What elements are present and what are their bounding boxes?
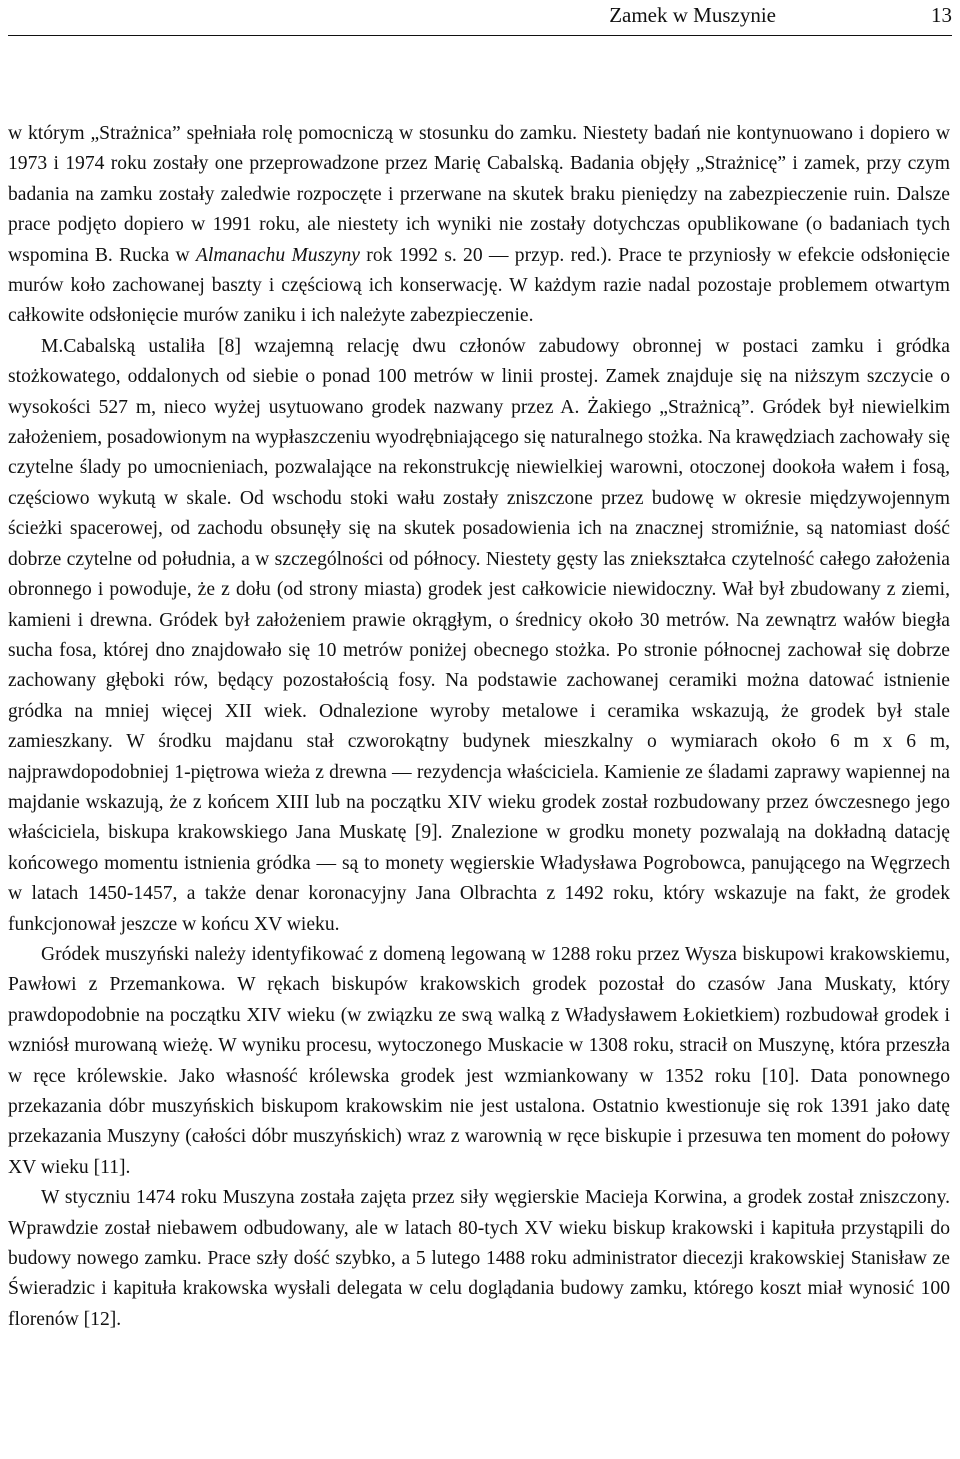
body-text [8, 119, 950, 1335]
paragraph-1-text-b: rok 1992 s. 20 — przyp. red.). Prace te przyniosły w efekcie odsłonięcie murów koło zachowanej baszty i częściową ich konserwację. W każdym razie nadal pozostaje problemem otwartym całkowite odsłonięcie murów zaniku i ich należyte zabezpieczenie. [8, 244, 951, 327]
paragraph-3: Gródek muszyński należy identyfikować z domeną legowaną w 1288 roku przez Wysza biskupowi krakowskiemu, Pawłowi z Przemankowa. W rękach biskupów krakowskich grodek pozostał do czasów Jana Muskaty, który prawdopodobnie na początku XIV wieku (w związku ze swą walką z Władysławem Łokietkiem) rozbudował grodek i wzniósł murowaną wieżę. W wyniku procesu, wytoczonego Muskacie w 1308 roku, stracił on Muszynę, która przeszła w ręce królewskie. Jako własność królewska grodek jest wzmiankowany w 1352 roku [10]. Data ponownego przekazania dóbr muszyńskich biskupom krakowskim nie jest ustalona. Ostatnio kwestionuje się rok 1391 jako datę przekazania Muszyny (całości dóbr muszyńskich) wraz z warownią w ręce biskupie i przesuwa ten moment do połowy XV wieku [11]. [8, 943, 950, 1178]
running-header [8, 0, 952, 38]
paragraph-2: M.Cabalską ustaliła [8] wzajemną relację dwu członów zabudowy obronnej w postaci zamku i gródka stożkowatego, oddalonych od siebie o ponad 100 metrów w linii prostej. Zamek znajduje się na niższym szczycie o wysokości 527 m, nieco wyżej usytuowano grodek nazwany przez A. Żakiego „Strażnicą”. Gródek był niewielkim założeniem, posadowionym na wypłaszczeniu wyodrębniającego się naturalnego stożka. Na krawędziach zachowały się czytelne ślady po umocnieniach, pozwalające na rekonstrukcję niewielkiej warowni, otoczonej dookoła wałem i fosą, częściowo wykutą w skale. Od wschodu stoki wału zostały zniszczone przez budowę w okresie międzywojennym ścieżki spacerowej, od zachodu obsunęły się na skutek posadowienia ich na znacznej stromiźnie, są natomiast dość dobrze czytelne od południa, a w szczególności od północy. Niestety gęsty las zniekształca czytelność całego założenia obronnego i powoduje, że z dołu (od strony miasta) grodek jest całkowicie niewidoczny. Wał był zbudowany z ziemi, kamieni i drewna. Gródek był założeniem prawie okrągłym, o średnicy około 30 metrów. Na zewnątrz wałów biegła sucha fosa, której dno znajdowało się 10 metrów poniżej obecnego stożka. Po stronie północnej zachował się dobrze zachowany głęboki rów, będący pozostałością fosy. Na podstawie zachowanej ceramiki można datować istnienie gródka na mniej więcej XII wiek. Odnalezione wyroby metalowe i ceramika wskazują, że grodek był stale zamieszkany. W środku majdanu stał czworokątny budynek mieszkalny o wymiarach około 6 m x 6 m, najprawdopodobniej 1-piętrowa wieża z drewna — rezydencja właściciela. Kamienie ze śladami zaprawy wapiennej na majdanie wskazują, że z końcem XIII lub na początku XIV wieku grodek został rozbudowany przez ówczesnego jego właściciela, biskupa krakowskiego Jana Muskatę [9]. Znalezione w grodku monety pozwalają na dokładną datację końcowego momentu istnienia gródka — są to monety węgierskie Władysława Pogrobowca, panującego na Węgrzech w latach 1450-1457, a także denar koronacyjny Jana Olbrachta z 1492 roku, który wskazuje na fakt, że grodek funkcjonował jeszcze w końcu XV wieku. [8, 335, 950, 935]
publication-title: Almanachu Muszyny [195, 244, 361, 266]
page-number: 13 [931, 3, 952, 27]
header-rule [8, 35, 952, 36]
header-title: Zamek w Muszynie [609, 3, 776, 27]
paragraph-1 [8, 119, 950, 332]
paragraph-1-text-a: w którym „Strażnica” spełniała rolę pomocniczą w stosunku do zamku. Niestety badań nie kontynuowano i dopiero w 1973 i 1974 roku zostały one przeprowadzone przez Marię Cabalską. Badania objęły „Strażnicę” i zamek, przy czym badania na zamku zostały zaledwie rozpoczęte i przerwane na skutek braku pieniędzy na zabezpieczenie ruin. Dalsze prace podjęto dopiero w 1991 roku, ale niestety ich wyniki nie zostały dotychczas opublikowane (o badaniach tych wspomina B. Rucka w [8, 123, 950, 266]
paragraph-4: W styczniu 1474 roku Muszyna została zajęta przez siły węgierskie Macieja Korwina, a grodek został zniszczony. Wprawdzie został niebawem odbudowany, ale w latach 80-tych XV wieku biskup krakowski i kapituła przystąpili do budowy nowego zamku. Prace szły dość szybko, a 5 lutego 1488 roku administrator diecezji krakowskiej Stanisław ze Świeradzic i kapituła krakowska wysłali delegata w celu doglądania budowy zamku, którego koszt miał wynosić 100 florenów [12]. [8, 1187, 950, 1330]
